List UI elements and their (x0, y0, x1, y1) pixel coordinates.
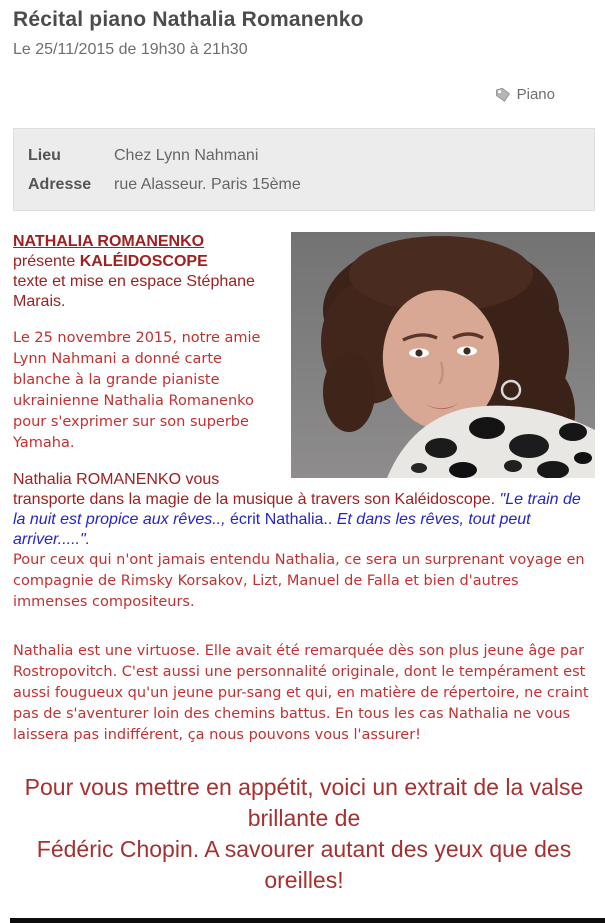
credit-line: texte et mise en espace Stéphane Marais. (13, 273, 255, 310)
paragraph-virtuose: Nathalia est une virtuose. Elle avait été remarquée dès son plus jeune âge par Rostropovitch. C'est aussi une personnalité originale, dont le tempérament est aussi fougueux qu'un jeune pur-sang et qui, en matière de répertoire, ne craint pas de s'aventurer loin des chemins battus. En tous les cas Nathalia ne vous laissera pas indifférent, ça nous pouvons vous l'assurer! (13, 643, 589, 743)
adresse-label: Adresse (28, 176, 92, 193)
video-embed-top-edge (10, 918, 605, 923)
presente-text: présente (13, 253, 76, 270)
info-row-lieu (28, 147, 580, 165)
event-info-box (13, 128, 595, 211)
show-title: KALÉIDOSCOPE (79, 253, 208, 270)
lieu-value: Chez Lynn Nahmani (114, 147, 259, 164)
quote-part3: Et dans les rêves, tout peut arriver.....". (13, 511, 531, 548)
closing-announcement (13, 772, 595, 896)
event-date: Le 25/11/2015 de 19h30 à 21h30 (13, 41, 248, 58)
paragraph-event: Le 25 novembre 2015, notre amie Lynn Nahmani a donné carte blanche à la grande pianiste ukrainienne Nathalia Romanenko pour s'exprimer sur son superbe Yamaha. (13, 330, 261, 451)
article-body (13, 232, 595, 923)
magic-text: Nathalia ROMANENKO vous transporte dans la magie de la musique à travers son Kaléidoscope. (13, 471, 496, 508)
page-title: Récital piano Nathalia Romanenko (13, 8, 364, 31)
quote-part1: "Le train de la nuit est propice aux rêves.., (13, 491, 581, 528)
category-tag[interactable]: Piano (516, 86, 555, 103)
paragraph-magic-quote (13, 470, 595, 613)
paragraph-voyage: Pour ceux qui n'ont jamais entendu Nathalia, ce sera un surprenant voyage en compagnie de Rimsky Korsakov, Lizt, Manuel de Falla et bien d'autres immenses compositeurs. (13, 552, 585, 610)
portrait-photo (291, 232, 595, 478)
artist-name-link[interactable]: NATHALIA ROMANENKO (13, 233, 205, 250)
lieu-label: Lieu (28, 147, 61, 164)
tag-icon (495, 87, 511, 103)
adresse-value: rue Alasseur. Paris 15ème (114, 176, 301, 193)
info-row-adresse (28, 176, 580, 194)
category-tag-row (13, 86, 595, 103)
quote-part2: écrit Nathalia.. (230, 511, 333, 528)
closing-line-1: Pour vous mettre en appétit, voici un extrait de la valse brillante de (24, 774, 584, 831)
closing-line-2: Fédéric Chopin. A savourer autant des yeux que des oreilles! (36, 836, 572, 893)
